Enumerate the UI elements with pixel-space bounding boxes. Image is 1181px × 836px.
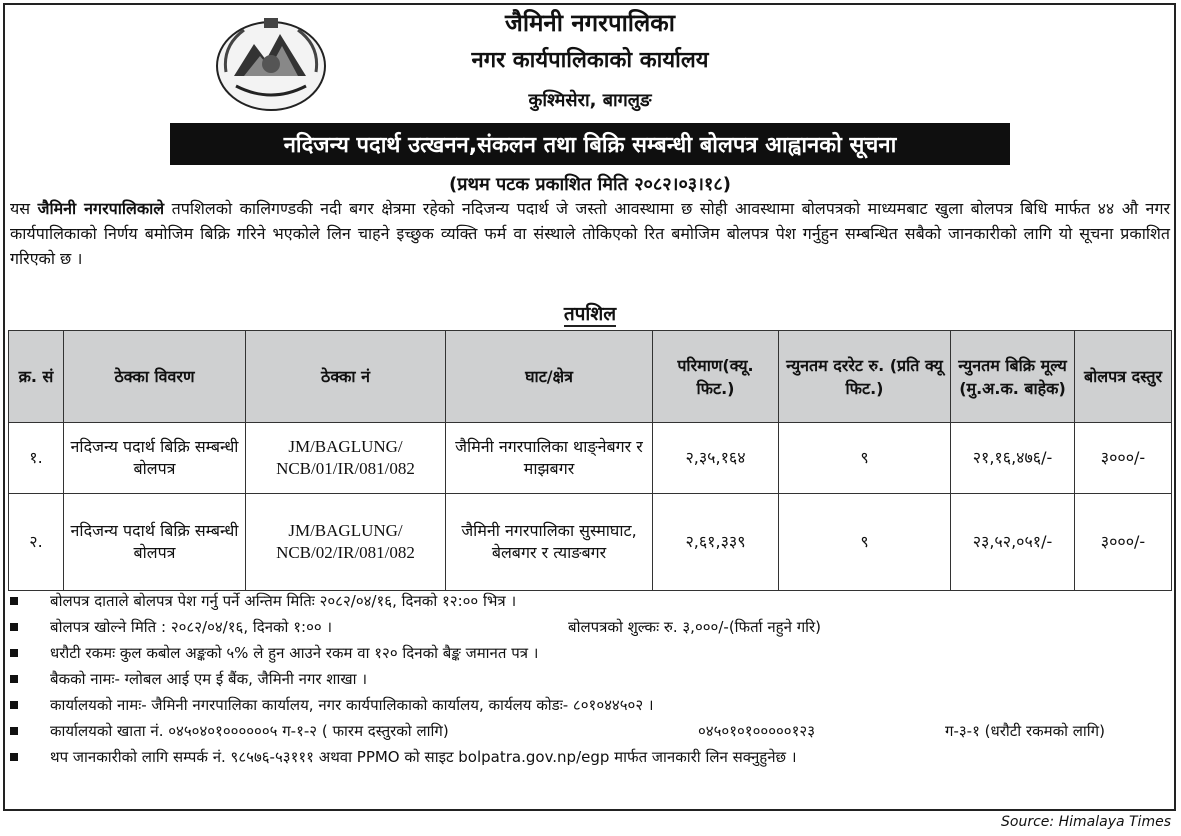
- cell-rate: ९: [779, 423, 951, 494]
- cell-contract-no: JM/BAGLUNG/ NCB/01/IR/081/082: [246, 423, 446, 494]
- col-header-description: ठेक्का विवरण: [64, 331, 246, 423]
- note-deposit-text: धरौटी रकमः कुल कबोल अङ्कको ५% ले हुन आउने रकम वा १२० दिनको बैङ्क जमानत पत्र ।: [50, 644, 539, 662]
- contract-table: [8, 330, 1172, 591]
- note-office-text: कार्यालयको नामः- जैमिनी नगरपालिका कार्यालय, नगर कार्यपालिकाको कार्यालय, कार्यलय कोडः- ८०१०४४५०२ ।: [50, 696, 654, 714]
- col-header-quantity: परिमाण(क्यू. फिट.): [653, 331, 779, 423]
- note-deposit: [10, 640, 1170, 666]
- note-account: [10, 718, 1170, 744]
- col-header-rate: न्युनतम दररेट रु. (प्रति क्यू फिट.): [779, 331, 951, 423]
- cell-quantity: २,३५,१६४: [653, 423, 779, 494]
- note-opening: [10, 614, 1170, 640]
- note-account-no2: ०४५०१०१०००००१२३: [698, 722, 816, 740]
- cell-sn: १.: [9, 423, 64, 494]
- bullet-icon: [10, 623, 18, 631]
- bullet-icon: [10, 753, 18, 761]
- table-header-row: [9, 331, 1172, 423]
- source-credit: Source: Himalaya Times: [1001, 814, 1171, 830]
- table-heading: [490, 300, 690, 326]
- intro-text: तपशिलको कालिगण्डकी नदी बगर क्षेत्रमा रहेको नदिजन्य पदार्थ जे जस्तो आवस्थामा छ सोही आवस्थामा बोलपत्रको माध्यमबाट खुला बोलपत्र बिधि मार्फत ४४ औ नगर कार्यपालिकाको निर्णय बमोजिम बिक्रि गरिने भएकोले लिन चाहने इच्छुक व्यक्ति फर्म वा संस्थाले तोकिएको रित बमोजिम बोलपत्र पेश गर्नुहुन सम्बन्धित सबैको जानकारीको लागि यो सूचना प्रकाशित गरिएको छ ।: [10, 199, 1170, 268]
- bullet-icon: [10, 649, 18, 657]
- note-fee-text: बोलपत्रको शुल्कः रु. ३,०००/-(फिर्ता नहुने गरि): [568, 618, 822, 636]
- table-heading-text: तपशिल: [563, 303, 617, 325]
- cell-min-price: २३,५२,०५१/-: [951, 494, 1075, 591]
- bullet-icon: [10, 675, 18, 683]
- col-header-area: घाट/क्षेत्र: [446, 331, 653, 423]
- cell-quantity: २,६१,३३९: [653, 494, 779, 591]
- note-deadline: [10, 588, 1170, 614]
- intro-prefix: यस: [10, 199, 38, 218]
- office-address: कुश्मिसेरा, बागलुङ: [528, 90, 652, 111]
- note-bank: [10, 666, 1170, 692]
- col-header-sn: क्र. सं: [9, 331, 64, 423]
- cell-area: जैमिनी नगरपालिका सुस्माघाट, बेलबगर र त्याङबगर: [446, 494, 653, 591]
- cell-rate: ९: [779, 494, 951, 591]
- cell-description: नदिजन्य पदार्थ बिक्रि सम्बन्धी बोलपत्र: [64, 494, 246, 591]
- note-account-note2: ग-३-१ (धरौटी रकमको लागि): [945, 722, 1105, 740]
- table-row: [9, 423, 1172, 494]
- note-account-text: कार्यालयको खाता नं. ०४५०४०१००००००५ ग-१-२ ( फारम दस्तुरको लागि): [50, 722, 449, 740]
- publish-date: (प्रथम पटक प्रकाशित मिति २०८२।०३।१८): [449, 174, 731, 195]
- cell-fee: ३०००/-: [1075, 423, 1172, 494]
- cell-min-price: २१,१६,४७६/-: [951, 423, 1075, 494]
- cell-contract-no: JM/BAGLUNG/ NCB/02/IR/081/082: [246, 494, 446, 591]
- cell-description: नदिजन्य पदार्थ बिक्रि सम्बन्धी बोलपत्र: [64, 423, 246, 494]
- col-header-contract-no: ठेक्का नं: [246, 331, 446, 423]
- col-header-min-price: न्युनतम बिक्रि मूल्य (मु.अ.क. बाहेक): [951, 331, 1075, 423]
- notice-title-banner: [170, 123, 1010, 165]
- bullet-icon: [10, 701, 18, 709]
- note-bank-text: बैकको नामः- ग्लोबल आई एम ई बैंक, जैमिनी नगर शाखा ।: [50, 670, 368, 688]
- table-row: [9, 494, 1172, 591]
- notice-title: नदिजन्य पदार्थ उत्खनन,संकलन तथा बिक्रि सम्बन्धी बोलपत्र आह्वानको सूचना: [283, 133, 897, 158]
- bullet-icon: [10, 597, 18, 605]
- bullet-icon: [10, 727, 18, 735]
- municipality-name: जैमिनी नगरपालिका: [505, 9, 675, 37]
- intro-bold-name: जैमिनी नगरपालिकाले: [37, 199, 165, 218]
- cell-sn: २.: [9, 494, 64, 591]
- col-header-fee: बोलपत्र दस्तुर: [1075, 331, 1172, 423]
- note-contact-text: थप जानकारीको लागि सम्पर्क नं. ९८५७६-५३१११ अथवा PPMO को साइट bolpatra.gov.np/egp मार्फत जानकारी लिन सक्नुहुनेछ ।: [50, 748, 797, 766]
- note-deadline-text: बोलपत्र दाताले बोलपत्र पेश गर्नु पर्ने अन्तिम मितिः २०८२/०४/१६, दिनको १२:०० भित्र ।: [50, 592, 517, 610]
- cell-area: जैमिनी नगरपालिका थाङ्नेबगर र माझबगर: [446, 423, 653, 494]
- note-opening-text: बोलपत्र खोल्ने मिति : २०८२/०४/१६, दिनको १:०० ।: [50, 618, 333, 636]
- intro-paragraph: [10, 196, 1170, 271]
- note-contact: [10, 744, 1170, 770]
- note-office: [10, 692, 1170, 718]
- notes-list: [10, 588, 1170, 770]
- cell-fee: ३०००/-: [1075, 494, 1172, 591]
- office-name: नगर कार्यपालिकाको कार्यालय: [471, 48, 709, 73]
